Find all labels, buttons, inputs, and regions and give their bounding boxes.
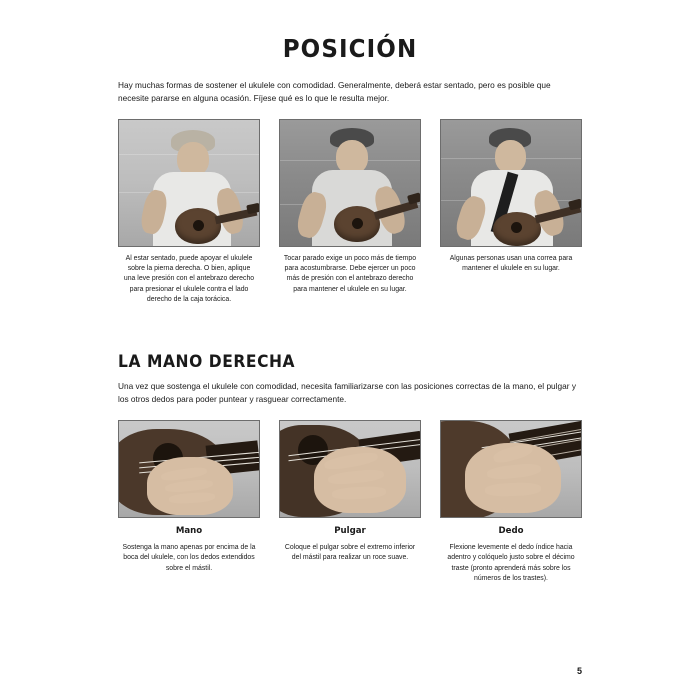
photo-seated-player: [118, 119, 260, 247]
page-title: POSICIÓN: [282, 34, 418, 63]
hand-photo-item-3: [440, 420, 582, 591]
position-photo-item-2: [279, 119, 421, 302]
hand-photo-title: Dedo: [498, 526, 524, 537]
photo-strap-player: [440, 119, 582, 247]
photo-standing-player: [279, 119, 421, 247]
hand-photo-title: Pulgar: [334, 526, 366, 537]
hand-photo-item-2: [279, 420, 421, 571]
hand-photo-caption: Coloque el pulgar sobre el extremo inferior del mástil para realizar un roce suave.: [284, 544, 416, 562]
photo-finger-position: [440, 420, 582, 518]
hand-photo-item-1: [118, 420, 260, 581]
hand-photo-caption: Sostenga la mano apenas por encima de la boca del ukulele, con los dedos extendidos sobre el mástil.: [122, 544, 256, 572]
position-photo-item-3: [440, 119, 582, 282]
right-hand-intro: Una vez que sostenga el ukulele con comodidad, necesita familiarizarse con las posiciones correctas de la mano, el pulgar y los otros dedos para poder puntear y rasguear correctamente.: [118, 381, 576, 405]
hand-photo-title: Mano: [175, 526, 203, 537]
photo-thumb-position: [279, 420, 421, 518]
photo-hand-position: [118, 420, 260, 518]
photo-caption: Al estar sentado, puede apoyar el ukulele sobre la pierna derecha. O bien, aplique una leve presión con el antebrazo derecho para presionar el ukulele contra el lado derecho de la caja torácica.: [123, 254, 255, 304]
section-title-right-hand: LA MANO DERECHA: [118, 352, 296, 372]
position-photo-row: [118, 119, 582, 313]
hand-photo-row: [118, 420, 582, 591]
photo-caption: Tocar parado exige un poco más de tiempo para acostumbrarse. Debe ejercer un poco más de presión con el antebrazo derecho para mantener el ukulele en su lugar.: [283, 254, 417, 293]
page-number: 5: [576, 666, 582, 676]
photo-caption: Algunas personas usan una correa para mantener el ukulele en su lugar.: [449, 254, 573, 273]
position-photo-item-1: [118, 119, 260, 313]
hand-photo-caption: Flexione levemente el dedo índice hacia adentro y colóquelo justo sobre el décimo traste (pronto aprenderá más sobre los números de los trastes).: [447, 544, 575, 583]
intro-paragraph: Hay muchas formas de sostener el ukulele con comodidad. Generalmente, deberá estar sentado, pero es posible que necesite pararse en alguna ocasión. Fíjese qué es lo que le resulta mejor.: [118, 80, 551, 103]
